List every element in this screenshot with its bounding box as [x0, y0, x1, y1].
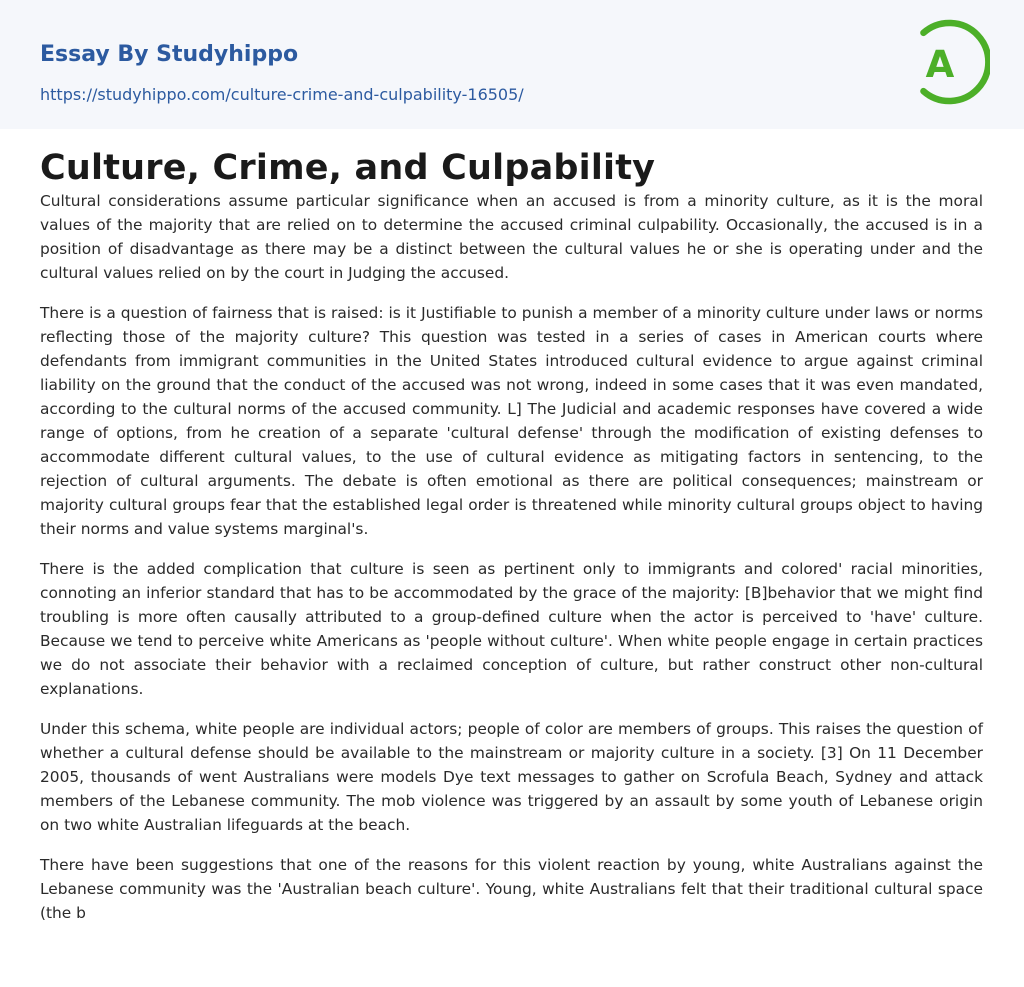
- site-brand[interactable]: Essay By Studyhippo: [40, 42, 299, 67]
- essay-title: Culture, Crime, and Culpability: [40, 148, 656, 188]
- essay-paragraph: Cultural considerations assume particular significance when an accused is from a minority culture, as it is the moral values of the majority that are relied on to determine the accused criminal culpability. Occasionally, the accused is in a position of disadvantage as there may be a distinct between the cultural values he or she is operating under and the cultural values relied on by the court in Judging the accused.: [40, 192, 983, 282]
- essay-paragraph: There is a question of fairness that is raised: is it Justifiable to punish a member of a minority culture under laws or norms reflecting those of the majority culture? This question was tested in a series of cases in American courts where defendants from immigrant communities in the United States introduced cultural evidence to argue against criminal liability on the ground that the conduct of the accused was not wrong, indeed in some cases that it was even mandated, according to the cultural norms of the accused community. L] The Judicial and academic responses have covered a wide range of options, from he creation of a separate 'cultural defense' through the modification of existing defenses to accommodate different cultural values, to the use of cultural evidence as mitigating factors in sentencing, to the rejection of cultural arguments. The debate is often emotional as there are political consequences; mainstream or majority cultural groups fear that the established legal order is threatened while minority cultural groups object to having their norms and value systems marginal's.: [40, 304, 983, 538]
- essay-paragraph: There have been suggestions that one of the reasons for this violent reaction by young, white Australians against the Lebanese community was the 'Australian beach culture'. Young, white Australians felt that their traditional cultural space (the b: [40, 856, 983, 922]
- studyhippo-logo[interactable]: [906, 17, 990, 107]
- essay-content: [0, 129, 1024, 925]
- essay-url-link[interactable]: https://studyhippo.com/culture-crime-and-culpability-16505/: [40, 85, 524, 104]
- site-header: [0, 0, 1024, 129]
- logo-ring-icon: [906, 17, 990, 107]
- essay-paragraph: Under this schema, white people are individual actors; people of color are members of groups. This raises the question of whether a cultural defense should be available to the mainstream or majority culture in a society. [3] On 11 December 2005, thousands of went Australians were models Dye text messages to gather on Scrofula Beach, Sydney and attack members of the Lebanese community. The mob violence was triggered by an assault by some youth of Lebanese origin on two white Australian lifeguards at the beach.: [40, 720, 983, 834]
- logo-letter: A: [925, 43, 955, 86]
- essay-paragraph: There is the added complication that culture is seen as pertinent only to immigrants and colored' racial minorities, connoting an inferior standard that has to be accommodated by the grace of the majority: [B]behavior that we might find troubling is more often causally attributed to a group-defined culture when the actor is perceived to 'have' culture. Because we tend to perceive white Americans as 'people without culture'. When white people engage in certain practices we do not associate their behavior with a reclaimed conception of culture, but rather construct other non-cultural explanations.: [40, 560, 983, 698]
